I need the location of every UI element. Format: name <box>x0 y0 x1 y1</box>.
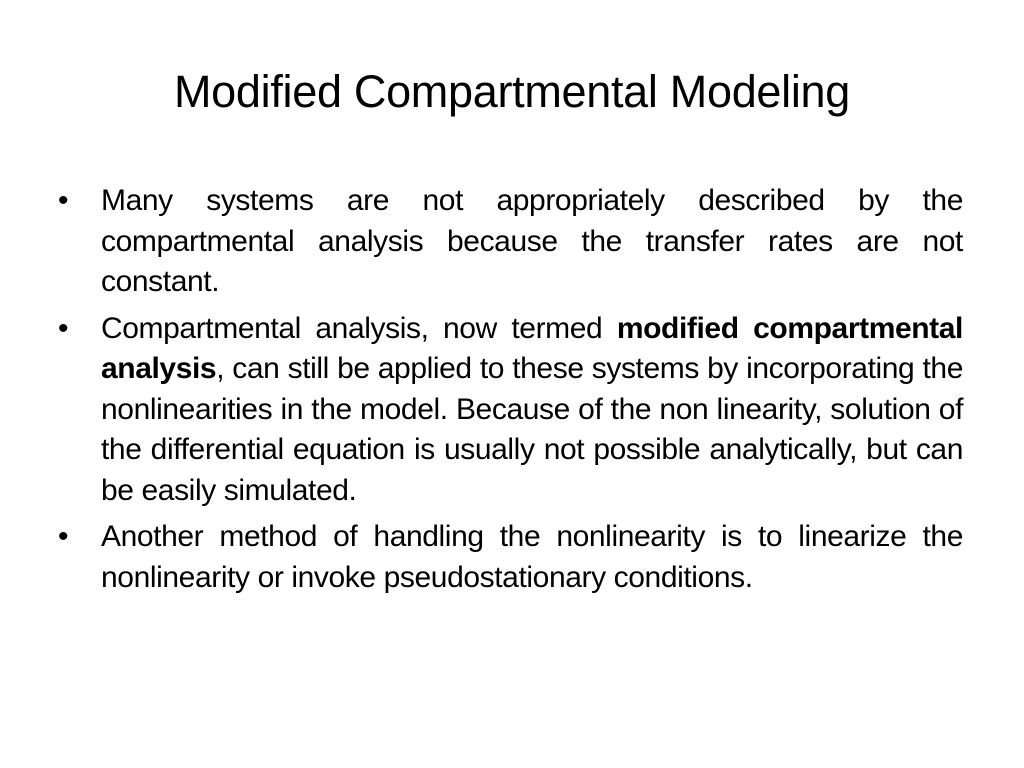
bullet-text: Many systems are not appropriately described by the compartmental analysis because the transfer rates are not constant. <box>101 184 963 298</box>
bullet-text <box>101 312 963 507</box>
bullet-item-1 <box>58 181 963 303</box>
bullet-marker: • <box>58 184 69 217</box>
bullet-list <box>58 181 963 604</box>
bullet-text-before: Compartmental analysis, now termed <box>101 311 617 345</box>
bullet-item-3 <box>58 517 963 598</box>
bullet-marker: • <box>58 520 69 553</box>
bullet-text-after: , can still be applied to these systems by incorporating the nonlinearities in the model. Because of the non linearity, solution of the differential equation is usually not possible analytically, but can be easily simulated. <box>101 352 963 507</box>
bullet-text: Another method of handling the nonlinearity is to linearize the nonlinearity or invoke pseudostationary conditions. <box>101 520 963 594</box>
bullet-item-2 <box>58 309 963 512</box>
bold-term: modified compartmental analysis <box>101 311 963 385</box>
slide-title: Modified Compartmental Modeling <box>173 66 851 117</box>
bullet-marker: • <box>58 311 69 345</box>
